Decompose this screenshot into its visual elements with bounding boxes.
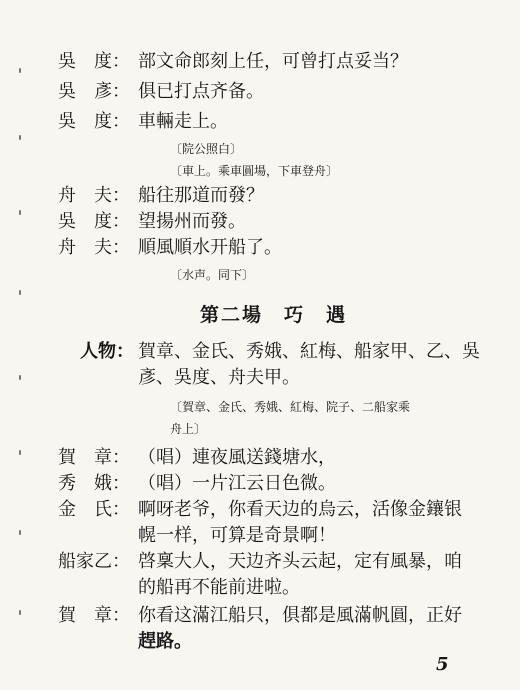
speaker: 秀 娥：	[58, 473, 130, 494]
dialogue: 部文命郎刻上任，可曾打点妥当？	[138, 51, 408, 72]
dialogue: 幌一样，可算是奇景啊！	[138, 525, 336, 546]
dialogue: 啊呀老爷，你看天边的烏云，活像金鑲银	[138, 499, 462, 520]
stage-direction: 〔賀章、金氏、秀娥、紅梅、院子、二船家乘	[170, 400, 411, 414]
stage-direction: 〔車上。乘車圓場，下車登舟〕	[170, 164, 339, 178]
dialogue: 的船再不能前进啦。	[138, 577, 300, 598]
speaker: 吳 彥：	[58, 81, 130, 102]
speaker: 金 氏：	[58, 499, 130, 520]
margin-mark	[19, 135, 21, 140]
speaker: 舟 夫：	[58, 185, 130, 206]
speaker: 吳 度：	[58, 51, 130, 72]
stage-direction: 〔水声。同下〕	[170, 268, 255, 282]
dialogue: （唱）一片江云日色微。	[138, 473, 336, 494]
speaker: 船家乙：	[58, 551, 130, 572]
dialogue: 趕路。	[138, 631, 192, 652]
speaker: 吳 度：	[58, 111, 130, 132]
stage-direction: 舟上〕	[170, 422, 207, 436]
cast-label: 人物：	[80, 341, 134, 362]
margin-mark	[19, 610, 21, 615]
dialogue: 船往那道而發？	[138, 185, 264, 206]
stage-direction: 〔院公照白〕	[170, 142, 243, 156]
margin-mark	[19, 290, 21, 295]
dialogue: 望揚州而發。	[138, 211, 246, 232]
cast-list: 賀章、金氏、秀娥、紅梅、船家甲、乙、吳	[138, 341, 480, 362]
dialogue: 你看这滿江船只，俱都是風滿帆圓，正好	[138, 605, 462, 626]
margin-mark	[19, 210, 21, 215]
dialogue: （唱）連夜風送錢塘水，	[138, 447, 336, 468]
dialogue: 啓稟大人，天边齐头云起，定有風暴，咱	[138, 551, 462, 572]
dialogue: 順風順水开船了。	[138, 237, 282, 258]
page-number: 5	[436, 654, 449, 675]
margin-mark	[19, 68, 21, 73]
margin-mark	[19, 375, 21, 380]
scene-title: 第二場 巧 遇	[200, 304, 348, 326]
margin-mark	[19, 450, 21, 455]
margin-mark	[19, 530, 21, 535]
speaker: 舟 夫：	[58, 237, 130, 258]
dialogue: 俱已打点齐备。	[138, 81, 264, 102]
dialogue: 車輛走上。	[138, 111, 228, 132]
speaker: 吳 度：	[58, 211, 130, 232]
cast-list: 彥、吳度、舟夫甲。	[138, 367, 300, 388]
speaker: 賀 章：	[58, 447, 130, 468]
speaker: 賀 章：	[58, 605, 130, 626]
